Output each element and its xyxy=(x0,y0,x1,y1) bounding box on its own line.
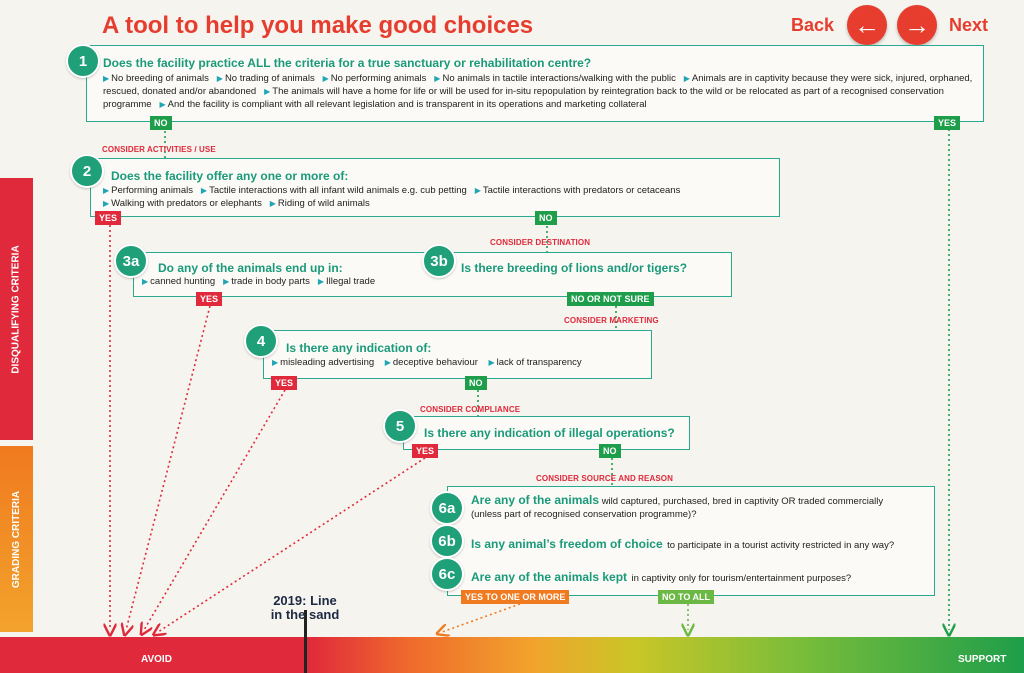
grading-criteria-band xyxy=(0,446,33,632)
question-6b-rest: to participate in a tourist activity restricted in any way? xyxy=(667,540,895,551)
step-5-badge: 5 xyxy=(383,409,417,443)
q1-yes-tag[interactable]: YES xyxy=(934,116,960,130)
question-6a-row xyxy=(471,494,883,521)
question-6c-row xyxy=(471,568,851,586)
criterion: The animals will have a home for life or will be used for in-situ repopulation by reintegration back to the wild or be relocated as part of a recognised conservation programme xyxy=(103,86,944,110)
q4-no-tag[interactable]: NO xyxy=(465,376,487,390)
question-3a-criteria xyxy=(142,275,375,288)
criterion: No trading of animals xyxy=(224,73,315,84)
triangle-bullet-icon: ▶ xyxy=(317,277,324,286)
question-4-text: Is there any indication of: xyxy=(286,341,432,355)
criterion: trade in body parts xyxy=(231,276,310,287)
triangle-bullet-icon: ▶ xyxy=(200,186,208,195)
q5-no-tag[interactable]: NO xyxy=(599,444,621,458)
triangle-bullet-icon: ▶ xyxy=(322,74,329,83)
q3a-yes-tag[interactable]: YES xyxy=(196,292,222,306)
arrow-left-icon: ← xyxy=(854,9,880,40)
triangle-bullet-icon: ▶ xyxy=(223,277,230,286)
arrow-right-icon: → xyxy=(904,9,930,40)
criterion: canned hunting xyxy=(150,276,216,287)
q3b-no-tag[interactable]: NO OR NOT SURE xyxy=(567,292,654,306)
q4-yes-tag[interactable]: YES xyxy=(271,376,297,390)
criterion: Tactile interactions with all infant wild animals e.g. cub petting xyxy=(209,185,467,196)
q6-no-tag[interactable]: NO TO ALL xyxy=(658,590,714,604)
triangle-bullet-icon: ▶ xyxy=(683,74,690,83)
criterion: lack of transparency xyxy=(496,357,582,368)
back-label[interactable]: Back xyxy=(791,15,835,35)
criterion: No breeding of animals xyxy=(111,73,209,84)
question-2-box xyxy=(90,158,780,217)
question-6b-row xyxy=(471,535,894,553)
triangle-bullet-icon: ▶ xyxy=(272,358,279,367)
criterion: deceptive behaviour xyxy=(392,357,478,368)
triangle-bullet-icon: ▶ xyxy=(103,74,110,83)
step-4-badge: 4 xyxy=(244,324,278,358)
criterion: misleading advertising xyxy=(280,357,375,368)
marker-text: in the sand xyxy=(270,607,340,622)
step-3a-badge: 3a xyxy=(114,244,148,278)
question-4-criteria xyxy=(272,356,647,369)
criterion: Performing animals xyxy=(111,185,193,196)
triangle-bullet-icon: ▶ xyxy=(216,74,223,83)
step-6a-badge: 6a xyxy=(430,491,464,525)
question-6a-text: Are any of the animals xyxy=(471,493,600,507)
question-6-box xyxy=(447,486,935,596)
question-6c-rest: in captivity only for tourism/entertainment purposes? xyxy=(631,573,852,584)
step-2-badge: 2 xyxy=(70,154,104,188)
criterion: Tactile interactions with predators or cetaceans xyxy=(482,185,681,196)
q6-yes-tag[interactable]: YES TO ONE OR MORE xyxy=(461,590,569,604)
disqualifying-criteria-band xyxy=(0,178,33,440)
disqualifying-label: DISQUALIFYING CRITERIA xyxy=(11,244,22,374)
triangle-bullet-icon: ▶ xyxy=(264,87,271,96)
triangle-bullet-icon: ▶ xyxy=(434,74,441,83)
criterion: No animals in tactile interactions/walking with the public xyxy=(442,73,676,84)
line-in-the-sand-label xyxy=(262,594,348,622)
support-label: SUPPORT xyxy=(958,654,1007,665)
grading-label: GRADING CRITERIA xyxy=(11,490,23,588)
back-button[interactable] xyxy=(847,5,887,45)
question-6a-rest2: (unless part of recognised conservation programme)? xyxy=(471,509,697,520)
triangle-bullet-icon: ▶ xyxy=(159,100,166,109)
question-3a-text: Do any of the animals end up in: xyxy=(158,261,343,275)
next-label[interactable]: Next xyxy=(949,15,989,35)
question-5-text: Is there any indication of illegal operations? xyxy=(424,426,675,440)
criterion: No performing animals xyxy=(330,73,427,84)
page-title: A tool to help you make good choices xyxy=(102,12,534,39)
question-1-text: Does the facility practice ALL the criteria for a true sanctuary or rehabilitation centre? xyxy=(103,56,592,70)
triangle-bullet-icon: ▶ xyxy=(269,199,276,208)
triangle-bullet-icon: ▶ xyxy=(142,277,149,286)
triangle-bullet-icon: ▶ xyxy=(488,358,495,367)
criterion: Animals are in captivity because they were sick, injured, orphaned, rescued, donated and/or abandoned xyxy=(103,73,973,97)
next-button[interactable] xyxy=(897,5,937,45)
question-6b-text: Is any animal’s freedom of choice xyxy=(471,537,663,551)
triangle-bullet-icon: ▶ xyxy=(384,358,391,367)
question-6c-text: Are any of the animals kept xyxy=(471,570,628,584)
question-3b-text: Is there breeding of lions and/or tigers? xyxy=(461,261,688,275)
step-3b-badge: 3b xyxy=(422,244,456,278)
criterion: Riding of wild animals xyxy=(277,198,370,209)
criterion: Walking with predators or elephants xyxy=(111,198,262,209)
consider-source-label: CONSIDER SOURCE AND REASON xyxy=(536,474,673,483)
question-5-box xyxy=(403,416,690,450)
criterion: Illegal trade xyxy=(325,276,376,287)
question-6a-rest: wild captured, purchased, bred in captivity OR traded commercially xyxy=(601,496,884,507)
triangle-bullet-icon: ▶ xyxy=(474,186,481,195)
q2-yes-tag[interactable]: YES xyxy=(95,211,121,225)
criterion: And the facility is compliant with all relevant legislation and is transparent in its operations and marketing collateral xyxy=(167,99,647,110)
consider-destination-label: CONSIDER DESTINATION xyxy=(490,238,591,247)
q2-no-tag[interactable]: NO xyxy=(535,211,557,225)
question-2-criteria xyxy=(103,184,775,210)
marker-year: 2019: Line xyxy=(273,593,337,608)
consider-marketing-label: CONSIDER MARKETING xyxy=(564,316,659,325)
triangle-bullet-icon: ▶ xyxy=(103,199,110,208)
q5-yes-tag[interactable]: YES xyxy=(412,444,438,458)
consider-compliance-label: CONSIDER COMPLIANCE xyxy=(420,405,521,414)
question-2-text: Does the facility offer any one or more of: xyxy=(111,169,349,183)
question-4-box xyxy=(263,330,652,379)
avoid-label: AVOID xyxy=(141,654,172,665)
triangle-bullet-icon: ▶ xyxy=(103,186,110,195)
q1-no-tag[interactable]: NO xyxy=(150,116,172,130)
step-6c-badge: 6c xyxy=(430,557,464,591)
step-1-badge: 1 xyxy=(66,44,100,78)
question-1-criteria xyxy=(103,72,977,111)
question-1-box xyxy=(86,45,984,122)
consider-activities-label: CONSIDER ACTIVITIES / USE xyxy=(102,145,216,154)
step-6b-badge: 6b xyxy=(430,524,464,558)
